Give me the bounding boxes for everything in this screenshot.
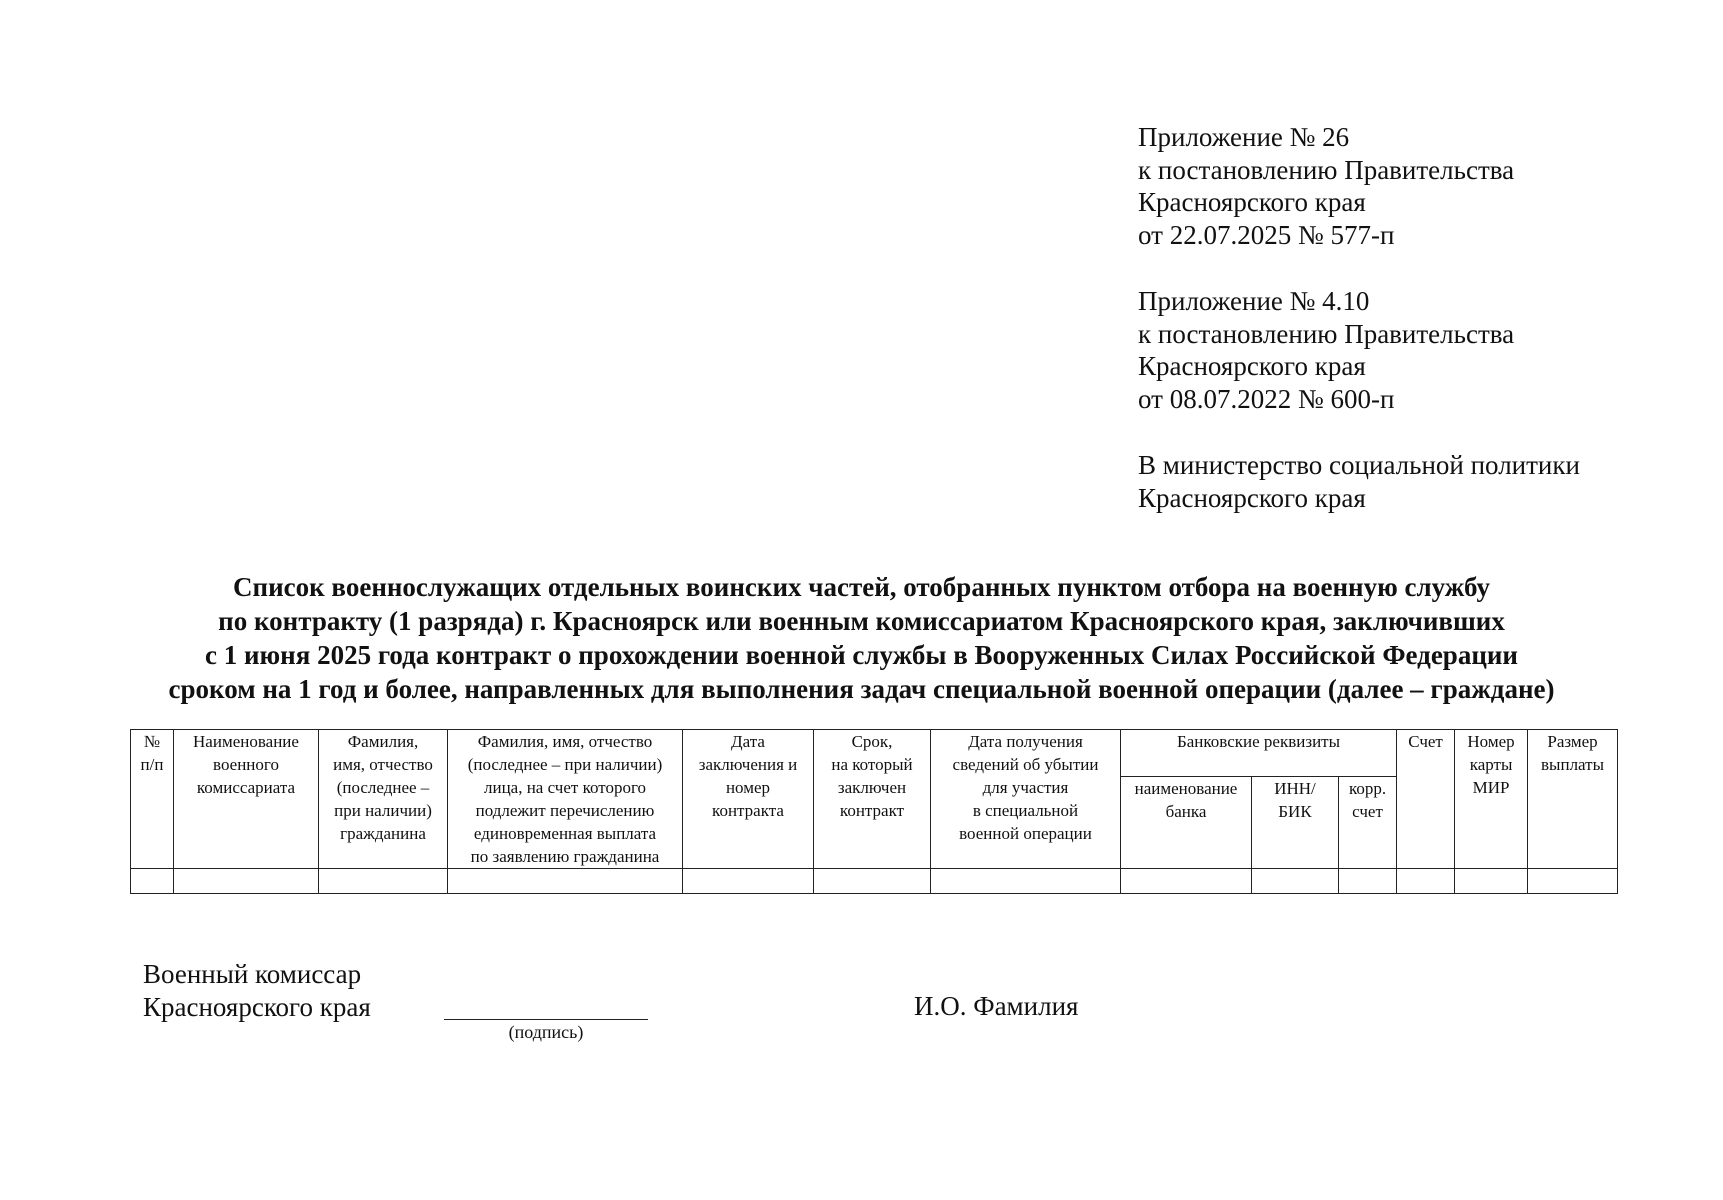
table-cell (1528, 869, 1618, 894)
signer-title-line: Военный комиссар (143, 959, 362, 989)
servicemen-table (130, 729, 1618, 894)
table-cell (174, 869, 319, 894)
table-cell (1252, 869, 1339, 894)
col-bank-name-header: наименование банка (1121, 776, 1252, 868)
addressee-line: Красноярского края (1138, 482, 1366, 513)
table-cell (1455, 869, 1528, 894)
title-line: Список военнослужащих отдельных воинских частей, отобранных пунктом отбора на военную службу (233, 572, 1490, 602)
col-mir-card-header: Номер карты МИР (1455, 730, 1528, 869)
addressee-line: В министерство социальной политики (1138, 450, 1580, 480)
table-row (131, 869, 1618, 894)
appendix-region: Красноярского края (1138, 351, 1366, 381)
title-line: с 1 июня 2025 года контракт о прохождении военной службы в Вооруженных Силах Российской Федерации (205, 640, 1518, 670)
col-contract-date-header: Дата заключения и номер контракта (683, 730, 814, 869)
col-contract-term-header: Срок, на который заключен контракт (814, 730, 931, 869)
signer-name: И.О. Фамилия (914, 991, 1079, 1021)
table-cell (1397, 869, 1455, 894)
signer-title (143, 958, 371, 1023)
title-line: сроком на 1 год и более, направленных для выполнения задач специальной военной операции (далее – граждане) (168, 674, 1555, 704)
appendix-number: Приложение № 4.10 (1138, 286, 1370, 316)
appendix-region: Красноярского края (1138, 187, 1366, 217)
table-header-row (131, 730, 1618, 777)
table-cell (448, 869, 683, 894)
appendix-original (1138, 285, 1514, 415)
appendix-date: от 08.07.2022 № 600-п (1138, 383, 1395, 414)
col-citizen-name-header: Фамилия, имя, отчество (последнее – при наличии) гражданина (319, 730, 448, 869)
col-commissariat-header: Наименование военного комиссариата (174, 730, 319, 869)
table-cell (931, 869, 1121, 894)
col-inn-bik-header: ИНН/ БИК (1252, 776, 1339, 868)
table-cell (319, 869, 448, 894)
col-corr-account-header: корр. счет (1339, 776, 1397, 868)
table-cell (1339, 869, 1397, 894)
appendix-resolution: к постановлению Правительства (1138, 318, 1515, 349)
col-payee-name-header: Фамилия, имя, отчество (последнее – при наличии) лица, на счет которого подлежит перечислению единовременная выплата по заявлению гражданина (448, 730, 683, 869)
appendix-date: от 22.07.2025 № 577-п (1138, 219, 1395, 250)
appendix-number: Приложение № 26 (1138, 122, 1350, 152)
signer-title-line: Красноярского края (143, 991, 371, 1022)
col-number-header: № п/п (131, 730, 174, 869)
table-cell (1121, 869, 1252, 894)
col-departure-date-header: Дата получения сведений об убытии для участия в специальной военной операции (931, 730, 1121, 869)
col-payment-amount-header: Размер выплаты (1528, 730, 1618, 869)
addressee (1138, 449, 1580, 514)
title-line: по контракту (1 разряда) г. Красноярск или военным комиссариатом Красноярского края, заключивших (218, 606, 1505, 636)
col-bank-details-header: Банковские реквизиты (1121, 730, 1397, 777)
table-cell (131, 869, 174, 894)
col-account-header: Счет (1397, 730, 1455, 869)
appendix-resolution: к постановлению Правительства (1138, 154, 1515, 185)
table-cell (814, 869, 931, 894)
signature-caption: (подпись) (508, 1022, 584, 1042)
appendix-current (1138, 121, 1514, 251)
document-title (100, 570, 1623, 706)
signature-line (444, 1019, 648, 1020)
table-cell (683, 869, 814, 894)
